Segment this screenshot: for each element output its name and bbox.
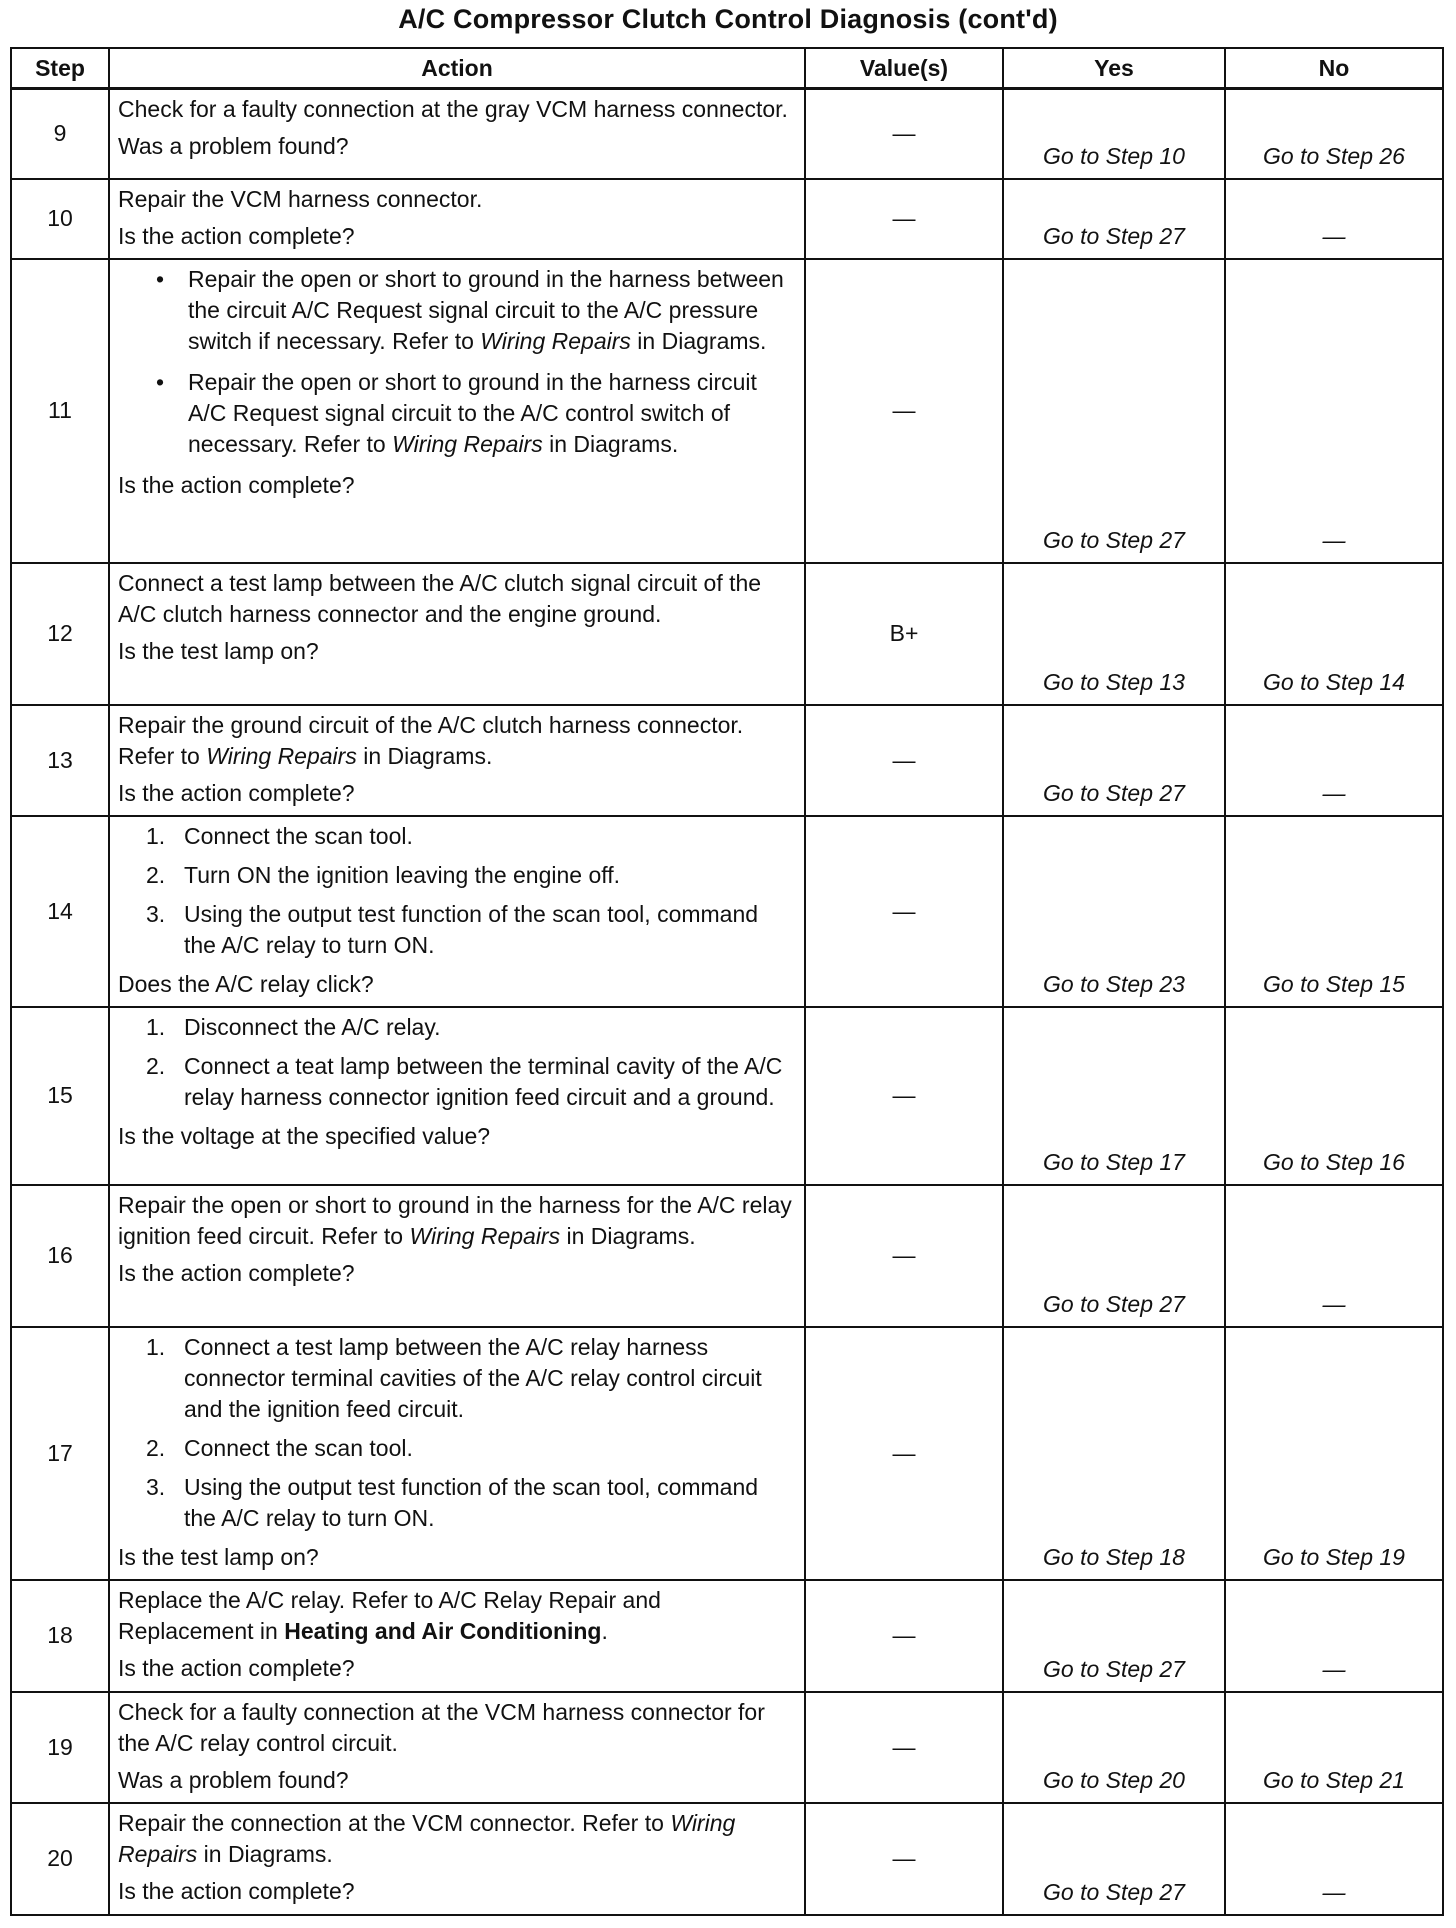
table-row <box>11 89 1443 179</box>
action-question: Is the test lamp on? <box>118 1543 319 1570</box>
step-number: 10 <box>11 179 109 259</box>
bullet-icon: • <box>156 265 165 292</box>
table-row <box>11 1692 1443 1803</box>
table-row <box>11 563 1443 705</box>
numbered-list <box>118 1012 796 1113</box>
table-row <box>11 259 1443 563</box>
action-cell <box>109 705 805 816</box>
yes-cell: Go to Step 20 <box>1003 1692 1225 1803</box>
list-item: 3. Using the output test function of the scan tool, command the A/C relay to turn ON. <box>146 1473 759 1531</box>
yes-cell: Go to Step 23 <box>1003 816 1225 1007</box>
table-row <box>11 179 1443 259</box>
value-cell: — <box>805 89 1003 179</box>
diagnosis-table <box>10 47 1444 1916</box>
action-text: Check for a faulty connection at the VCM harness connector for the A/C relay control circuit. <box>118 1698 765 1756</box>
yes-cell: Go to Step 27 <box>1003 1580 1225 1692</box>
numbered-list <box>118 821 796 961</box>
step-number: 14 <box>11 816 109 1007</box>
action-text: Repair the ground circuit of the A/C clutch harness connector. Refer to Wiring Repairs in Diagrams. <box>118 711 744 769</box>
list-item: 1. Disconnect the A/C relay. <box>146 1013 441 1040</box>
list-item: 1. Connect the scan tool. <box>146 822 413 849</box>
action-text: Repair the VCM harness connector. <box>118 185 483 212</box>
table-row <box>11 1185 1443 1327</box>
action-text: Repair the connection at the VCM connector. Refer to Wiring Repairs in Diagrams. <box>118 1809 736 1867</box>
list-item: • Repair the open or short to ground in the harness between the circuit A/C Request signal circuit to the A/C pressure switch if necessary. Refer to Wiring Repairs in Diagrams. <box>156 265 784 354</box>
header-step: Step <box>11 48 109 89</box>
action-cell <box>109 1580 805 1692</box>
action-question: Was a problem found? <box>118 133 349 159</box>
page-title: A/C Compressor Clutch Control Diagnosis (cont'd) <box>398 4 1058 34</box>
action-question: Is the action complete? <box>118 1654 355 1681</box>
yes-cell: Go to Step 27 <box>1003 705 1225 816</box>
action-cell <box>109 563 805 705</box>
yes-cell: Go to Step 27 <box>1003 1185 1225 1327</box>
list-item: 3. Using the output test function of the scan tool, command the A/C relay to turn ON. <box>146 900 759 958</box>
action-cell <box>109 1007 805 1185</box>
step-number: 9 <box>11 89 109 179</box>
action-cell <box>109 816 805 1007</box>
no-cell: — <box>1225 1185 1443 1327</box>
action-cell <box>109 259 805 563</box>
action-text: Replace the A/C relay. Refer to A/C Relay Repair and Replacement in Heating and Air Conditioning. <box>118 1586 661 1644</box>
action-cell <box>109 179 805 259</box>
yes-cell: Go to Step 27 <box>1003 259 1225 563</box>
table-row <box>11 705 1443 816</box>
no-cell: — <box>1225 259 1443 563</box>
yes-cell: Go to Step 27 <box>1003 1803 1225 1915</box>
header-values: Value(s) <box>805 48 1003 89</box>
value-cell: — <box>805 259 1003 563</box>
step-number: 17 <box>11 1327 109 1580</box>
no-cell: Go to Step 21 <box>1225 1692 1443 1803</box>
yes-cell: Go to Step 18 <box>1003 1327 1225 1580</box>
value-cell: — <box>805 705 1003 816</box>
step-number: 20 <box>11 1803 109 1915</box>
action-cell <box>109 1185 805 1327</box>
table-row <box>11 1327 1443 1580</box>
yes-cell: Go to Step 17 <box>1003 1007 1225 1185</box>
step-number: 13 <box>11 705 109 816</box>
step-number: 16 <box>11 1185 109 1327</box>
no-cell: — <box>1225 705 1443 816</box>
yes-cell: Go to Step 13 <box>1003 563 1225 705</box>
yes-cell: Go to Step 10 <box>1003 89 1225 179</box>
list-item: 2. Connect the scan tool. <box>146 1434 413 1461</box>
action-question: Does the A/C relay click? <box>118 970 374 997</box>
value-cell: — <box>805 1803 1003 1915</box>
action-question: Is the action complete? <box>118 222 355 249</box>
no-cell: Go to Step 26 <box>1225 89 1443 179</box>
action-text: Connect a test lamp between the A/C clutch signal circuit of the A/C clutch harness connector and the engine ground. <box>118 569 762 627</box>
yes-cell: Go to Step 27 <box>1003 179 1225 259</box>
no-cell: — <box>1225 1580 1443 1692</box>
action-question: Is the voltage at the specified value? <box>118 1122 491 1149</box>
list-item: 2. Turn ON the ignition leaving the engine off. <box>146 861 621 888</box>
list-item: 1. Connect a test lamp between the A/C relay harness connector terminal cavities of the A/C relay control circuit and the ignition feed circuit. <box>146 1333 762 1422</box>
no-cell: — <box>1225 1803 1443 1915</box>
list-item: • Repair the open or short to ground in the harness circuit A/C Request signal circuit to the A/C control switch of necessary. Refer to Wiring Repairs in Diagrams. <box>156 368 757 457</box>
action-cell <box>109 1692 805 1803</box>
value-cell: — <box>805 816 1003 1007</box>
action-question: Is the action complete? <box>118 1259 355 1286</box>
value-cell: — <box>805 1580 1003 1692</box>
table-row <box>11 1007 1443 1185</box>
table-row <box>11 816 1443 1007</box>
action-question: Is the action complete? <box>118 1877 355 1904</box>
list-item: 2. Connect a teat lamp between the terminal cavity of the A/C relay harness connector ignition feed circuit and a ground. <box>146 1052 783 1110</box>
value-cell: — <box>805 179 1003 259</box>
step-number: 11 <box>11 259 109 563</box>
header-no: No <box>1225 48 1443 89</box>
no-cell: — <box>1225 179 1443 259</box>
bullet-list <box>118 264 796 460</box>
step-number: 15 <box>11 1007 109 1185</box>
numbered-list <box>118 1332 796 1534</box>
no-cell: Go to Step 14 <box>1225 563 1443 705</box>
header-action: Action <box>109 48 805 89</box>
no-cell: Go to Step 15 <box>1225 816 1443 1007</box>
no-cell: Go to Step 16 <box>1225 1007 1443 1185</box>
value-cell: — <box>805 1007 1003 1185</box>
value-cell: — <box>805 1692 1003 1803</box>
action-cell <box>109 1327 805 1580</box>
step-number: 19 <box>11 1692 109 1803</box>
table-row <box>11 1803 1443 1915</box>
bullet-icon: • <box>156 368 165 395</box>
header-yes: Yes <box>1003 48 1225 89</box>
table-row <box>11 1580 1443 1692</box>
action-text: Repair the open or short to ground in the harness for the A/C relay ignition feed circuit. Refer to Wiring Repairs in Diagrams. <box>118 1191 792 1249</box>
action-question: Is the test lamp on? <box>118 637 319 664</box>
action-question: Was a problem found? <box>118 1766 349 1793</box>
header-row <box>11 48 1443 89</box>
action-question: Is the action complete? <box>118 471 355 498</box>
action-cell <box>109 1803 805 1915</box>
action-text: Check for a faulty connection at the gray VCM harness connector. <box>118 96 788 122</box>
value-cell: — <box>805 1185 1003 1327</box>
action-cell <box>109 89 805 179</box>
step-number: 18 <box>11 1580 109 1692</box>
no-cell: Go to Step 19 <box>1225 1327 1443 1580</box>
action-question: Is the action complete? <box>118 779 355 806</box>
value-cell: B+ <box>805 563 1003 705</box>
step-number: 12 <box>11 563 109 705</box>
value-cell: — <box>805 1327 1003 1580</box>
